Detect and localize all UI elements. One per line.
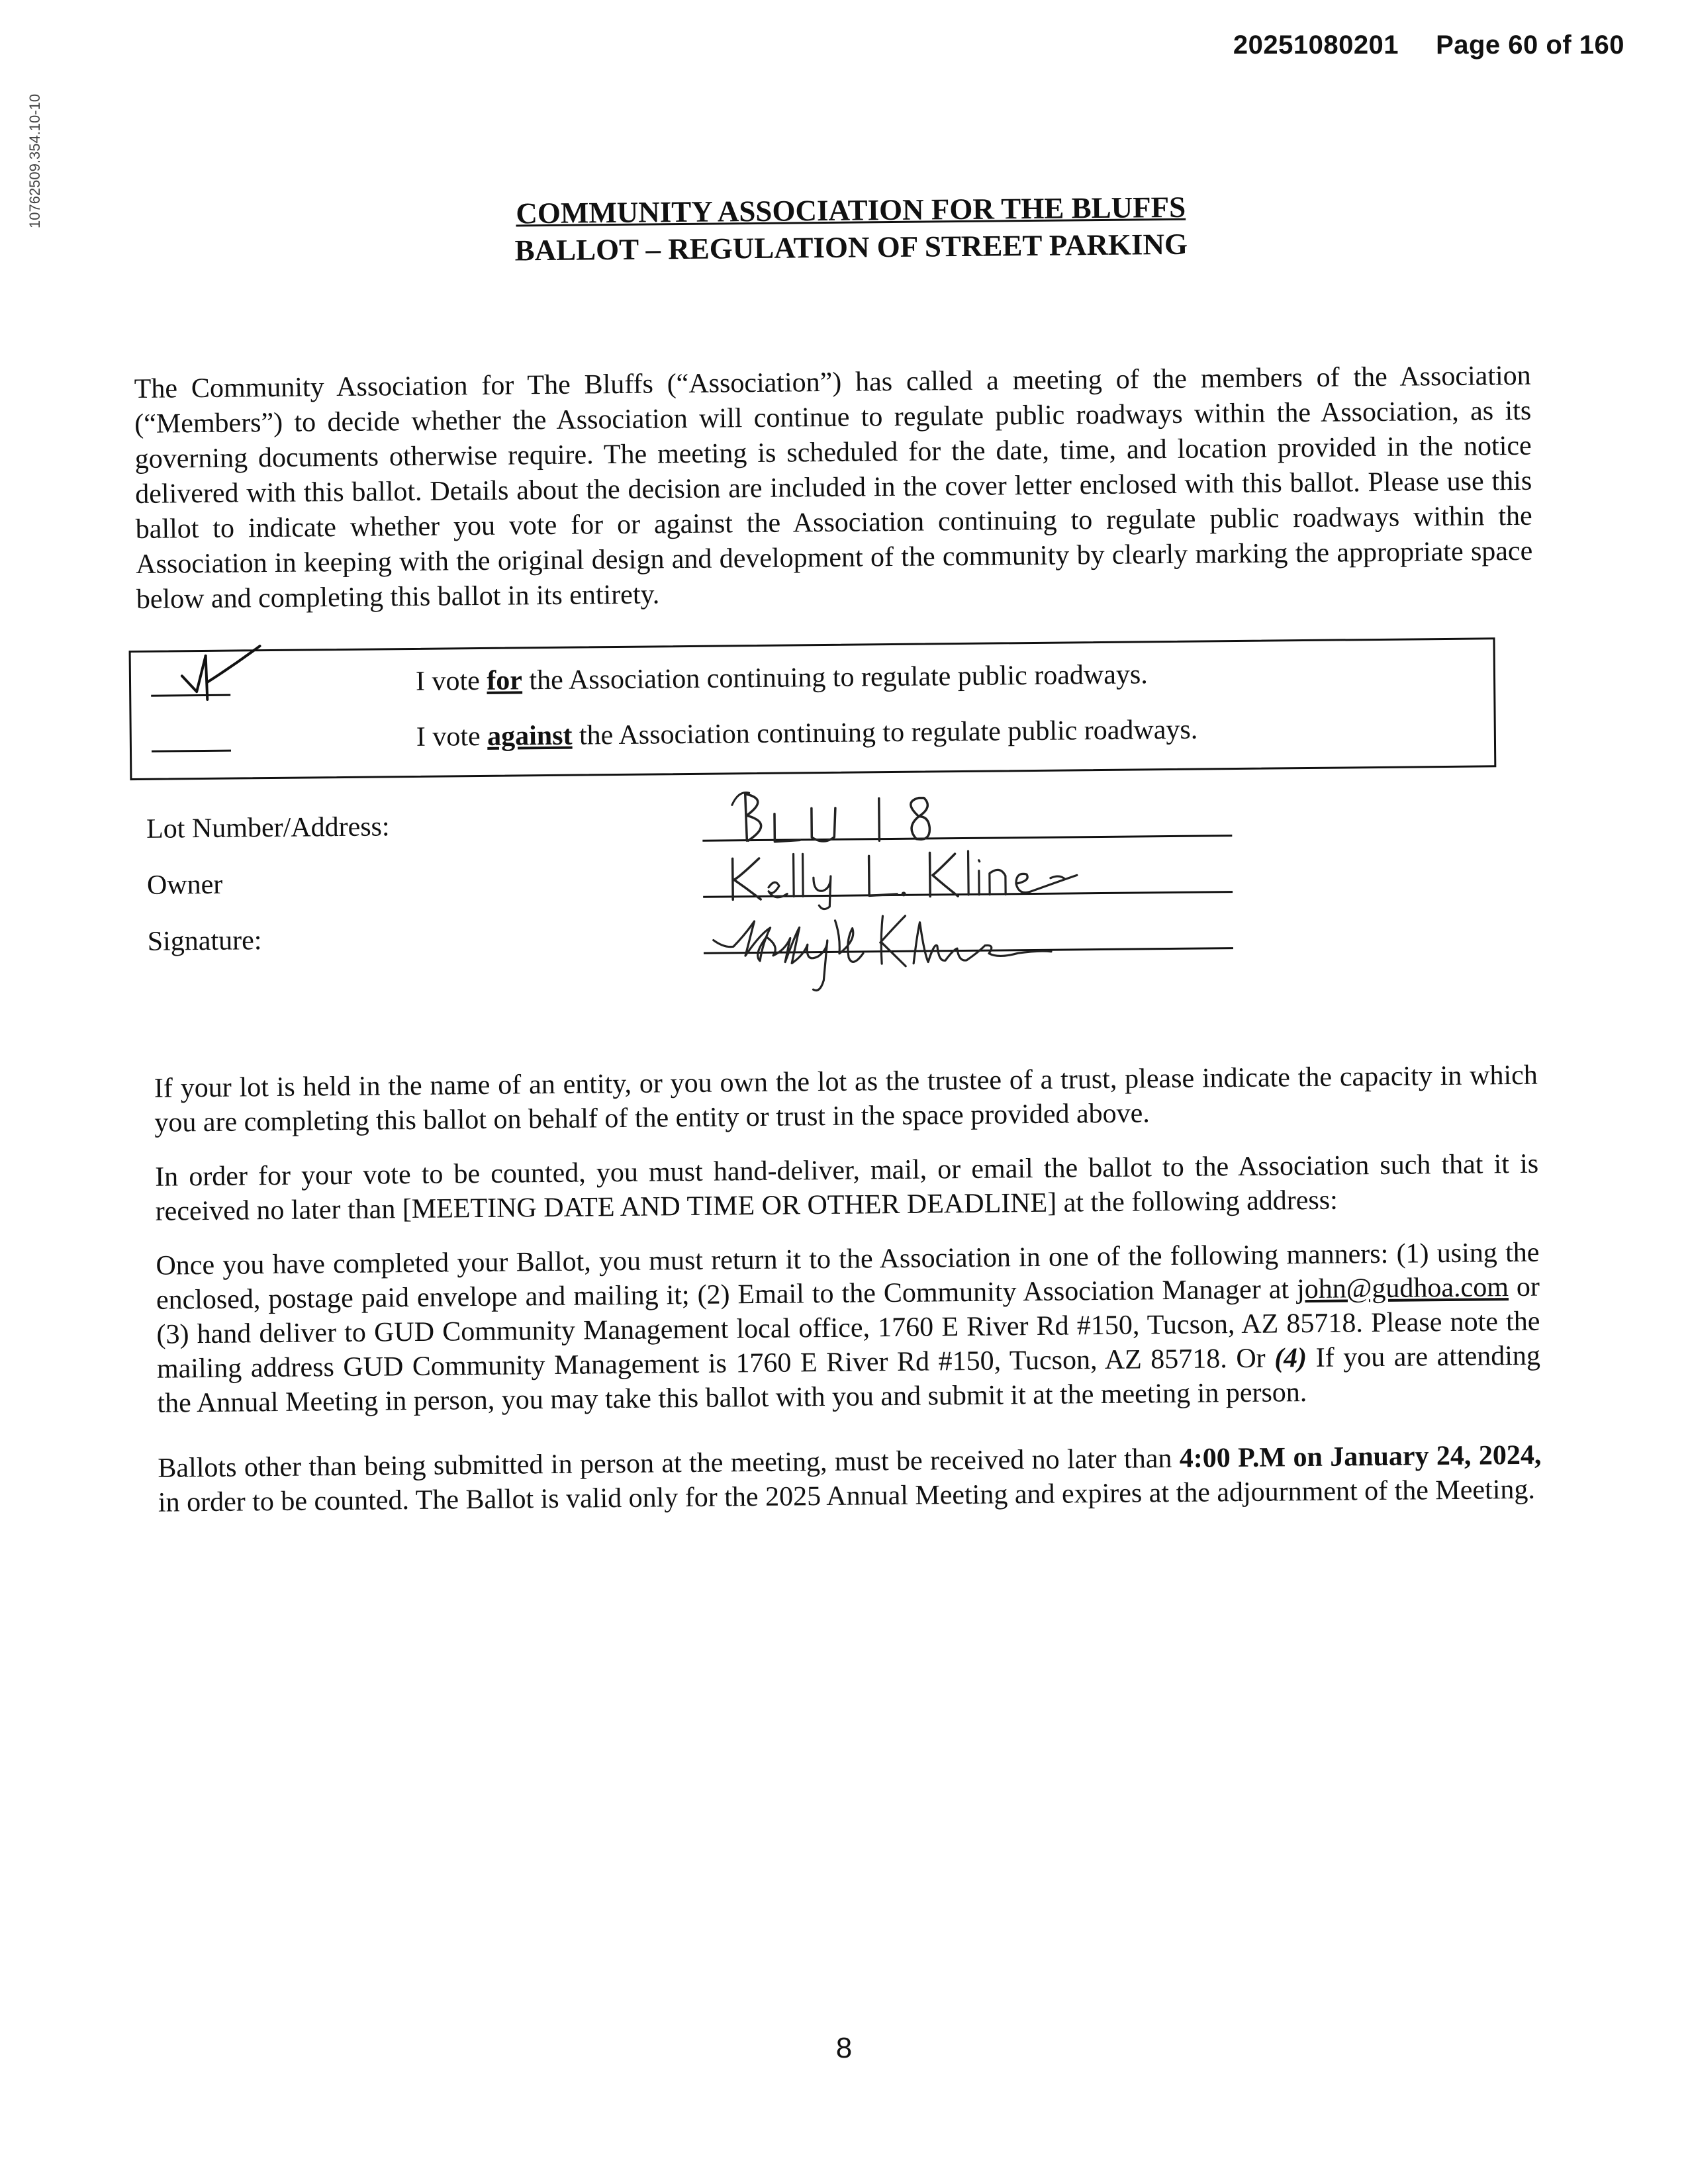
document-id-header: [1233, 30, 1624, 60]
lot-label: Lot Number/Address:: [146, 811, 390, 844]
vote-against-label: I vote against the Association continuing to regulate public roadways.: [416, 714, 1198, 752]
page-number: 8: [835, 2032, 853, 2064]
vote-against-row[interactable]: [132, 711, 1494, 752]
side-stamp: 10762509.354.10-10: [26, 93, 43, 228]
ballot-document: [132, 185, 1542, 1520]
checkmark-icon: [167, 642, 267, 702]
title-line-2: BALLOT – REGULATION OF STREET PARKING: [514, 227, 1188, 267]
owner-fields: [138, 780, 1536, 972]
title-line-1: COMMUNITY ASSOCIATION FOR THE BLUFFS: [516, 190, 1186, 230]
vote-box: [129, 637, 1497, 780]
intro-paragraph: The Community Association for The Bluffs (“Association”) has called a meeting of the members of the Association (“Members”) to decide whether the Association will continue to regulate public roadways within the Association, as its governing documents otherwise require. The meeting is scheduled for the date, time, and location provided in the notice delivered with this ballot. Details about the decision are included in the cover letter enclosed with this ballot. Please use this ballot to indicate whether you vote for or against the Association continuing to regulate public roadways within the Association in keeping with the original design and development of the community by clearly marking the appropriate space below and completing this ballot in its entirety.: [134, 360, 1533, 615]
document-number: 20251080201: [1233, 30, 1399, 60]
manager-email-link[interactable]: john@gudhoa.com: [1296, 1272, 1509, 1305]
return-instructions-paragraph: Once you have completed your Ballot, you must return it to the Association in one of the following manners: (1) using the enclosed, postage paid envelope and mailing it; (2) Email to the Community Association Manager at john@gudhoa.com or (3) hand deliver to GUD Community Management local office, 1760 E River Rd #150, Tucson, AZ 85718. Please note the mailing address GUD Community Management is 1760 E River Rd #150, Tucson, AZ 85718. Or (4) If you are attending the Annual Meeting in person, you may take this ballot with you and submit it at the meeting in person.: [156, 1237, 1541, 1419]
signature-label: Signature:: [147, 925, 262, 957]
vote-for-label: I vote for the Association continuing to regulate public roadways.: [415, 659, 1148, 697]
owner-label: Owner: [146, 869, 223, 901]
deadline-paragraph: In order for your vote to be counted, you must hand-deliver, mail, or email the ballot to the Association such that it is received no later than [MEETING DATE AND TIME OR OTHER DEADLINE] at the following address:: [154, 1148, 1539, 1227]
page-count-label: Page 60 of 160: [1436, 30, 1624, 60]
ballot-title: [172, 185, 1530, 273]
entity-paragraph: If your lot is held in the name of an entity, or you own the lot as the trustee of a trust, please indicate the capacity in which you are completing this ballot on behalf of the entity or trust in the space provided above.: [154, 1060, 1538, 1138]
signature-handwriting: [706, 891, 1170, 995]
vote-for-row[interactable]: [131, 655, 1493, 697]
vote-for-keyword: for: [487, 665, 523, 696]
ballot-deadline-paragraph: Ballots other than being submitted in person at the meeting, must be received no later than 4:00 P.M on January 24, 2024, in order to be counted. The Ballot is valid only for the 2025 Annual Meeting and expires at the adjournment of the Meeting.: [158, 1439, 1542, 1518]
vote-against-keyword: against: [487, 720, 573, 752]
signature-field-row: [148, 914, 1406, 979]
deadline-date: 4:00 P.M on January 24, 2024,: [1179, 1439, 1542, 1474]
option-4-label: (4): [1274, 1343, 1307, 1374]
vote-against-blank[interactable]: [152, 750, 231, 752]
